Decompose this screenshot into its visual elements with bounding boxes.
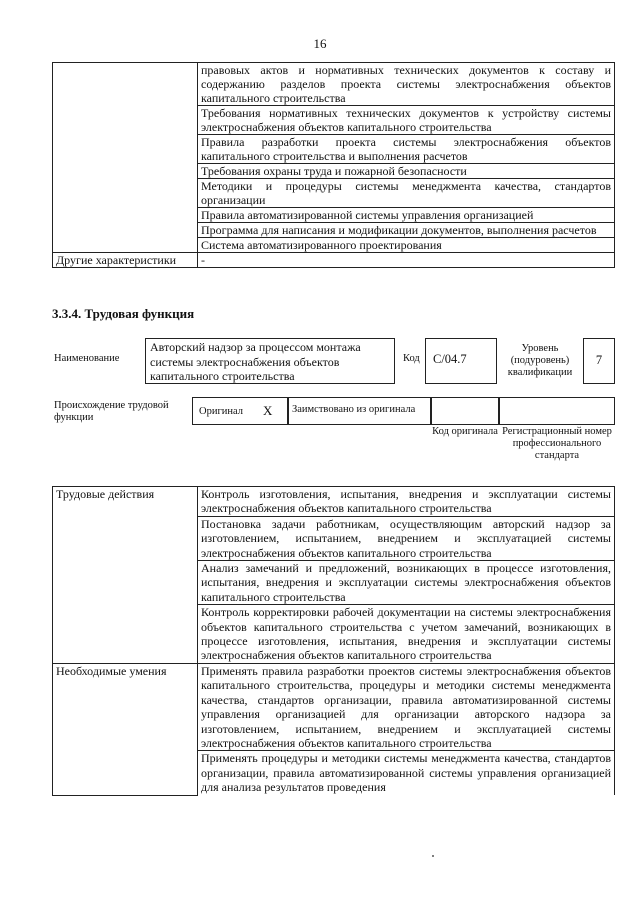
- original-code-cell: [431, 397, 499, 425]
- skill-item: Применять процедуры и методики системы менеджмента качества, стандартов организации, правила автоматизированной системы управления организацией для анализа результатов проведения: [201, 751, 611, 795]
- action-item: Постановка задачи работникам, осуществляющим авторский надзор за изготовлением, испытанием, внедрением и эксплуатацией системы электроснабжения объектов капитального строительства: [198, 516, 615, 560]
- code-label: Код: [403, 353, 420, 364]
- knowledge-item: Правила автоматизированной системы управления организацией: [198, 208, 615, 223]
- action-item: Анализ замечаний и предложений, возникающих в процессе изготовления, испытания, внедрения и эксплуатации системы электроснабжения объектов капитального строительства: [198, 561, 615, 605]
- other-characteristics-label: Другие характеристики: [53, 253, 198, 268]
- original-mark: Х: [263, 403, 273, 418]
- action-item: Контроль корректировки рабочей документации на системы электроснабжения объектов капитального строительства с учетом замечаний, возникающих в процессе изготовления, испытания, внедрения и эксплуатации системы электроснабжения объектов капитального строительства: [198, 605, 615, 664]
- knowledge-item: Программа для написания и модификации документов, выполнения расчетов: [198, 223, 615, 238]
- actions-label: Трудовые действия: [53, 487, 198, 664]
- knowledge-item: Требования охраны труда и пожарной безопасности: [198, 164, 615, 179]
- level-box: [583, 338, 615, 384]
- knowledge-item: Система автоматизированного проектирования: [198, 238, 615, 253]
- action-item: Контроль изготовления, испытания, внедрения и эксплуатации системы электроснабжения объектов капитального строительства: [198, 487, 615, 517]
- code-value: С/04.7: [433, 352, 467, 366]
- labor-function-table: [52, 486, 615, 796]
- knowledge-item: Требования нормативных технических документов к устройству системы электроснабжения объектов капитального строительства: [198, 106, 615, 135]
- skills-label: Необходимые умения: [53, 663, 198, 795]
- knowledge-item: правовых актов и нормативных технических документов к составу и содержанию разделов проекта системы электроснабжения объектов капитального строительства: [198, 63, 615, 106]
- code-box: [425, 338, 497, 384]
- level-label: Уровень (подуровень) квалификации: [507, 343, 573, 378]
- knowledge-table: [52, 62, 615, 268]
- code-caption: Код оригинала: [432, 426, 498, 437]
- skill-item-cell: [198, 751, 615, 796]
- reg-number-cell: [499, 397, 615, 425]
- page-number: 16: [313, 36, 327, 51]
- knowledge-item: Методики и процедуры системы менеджмента качества, стандартов организации: [198, 179, 615, 208]
- other-characteristics-value: -: [198, 253, 615, 268]
- original-cell: [192, 397, 288, 425]
- name-label: Наименование: [54, 353, 120, 364]
- borrowed-cell: [288, 397, 431, 425]
- knowledge-item: Правила разработки проекта системы электроснабжения объектов капитального строительства и выполнения расчетов: [198, 135, 615, 164]
- function-name-box: [145, 338, 395, 384]
- section-title: 3.3.4. Трудовая функция: [52, 306, 195, 321]
- origin-label: Происхождение трудовой функции: [54, 400, 169, 423]
- level-value: 7: [595, 353, 603, 367]
- scan-dot: [432, 855, 434, 857]
- reg-caption: Регистрационный номер профессионального стандарта: [502, 426, 612, 461]
- borrowed-label: Заимствовано из оригинала: [292, 404, 416, 415]
- knowledge-label-cell: [53, 63, 198, 253]
- skill-item: Применять правила разработки проектов системы электроснабжения объектов капитального строительства, процедуры и методики системы менеджмента качества, стандартов организации, правила автоматизированной системы управления организацией для организации авторского надзора за изготовлением, испытанием, внедрением и эксплуатацией системы электроснабжения объектов капитального строительства: [198, 663, 615, 750]
- original-label: Оригинал: [199, 406, 243, 417]
- function-name: Авторский надзор за процессом монтажа системы электроснабжения объектов капитального строительства: [150, 340, 361, 383]
